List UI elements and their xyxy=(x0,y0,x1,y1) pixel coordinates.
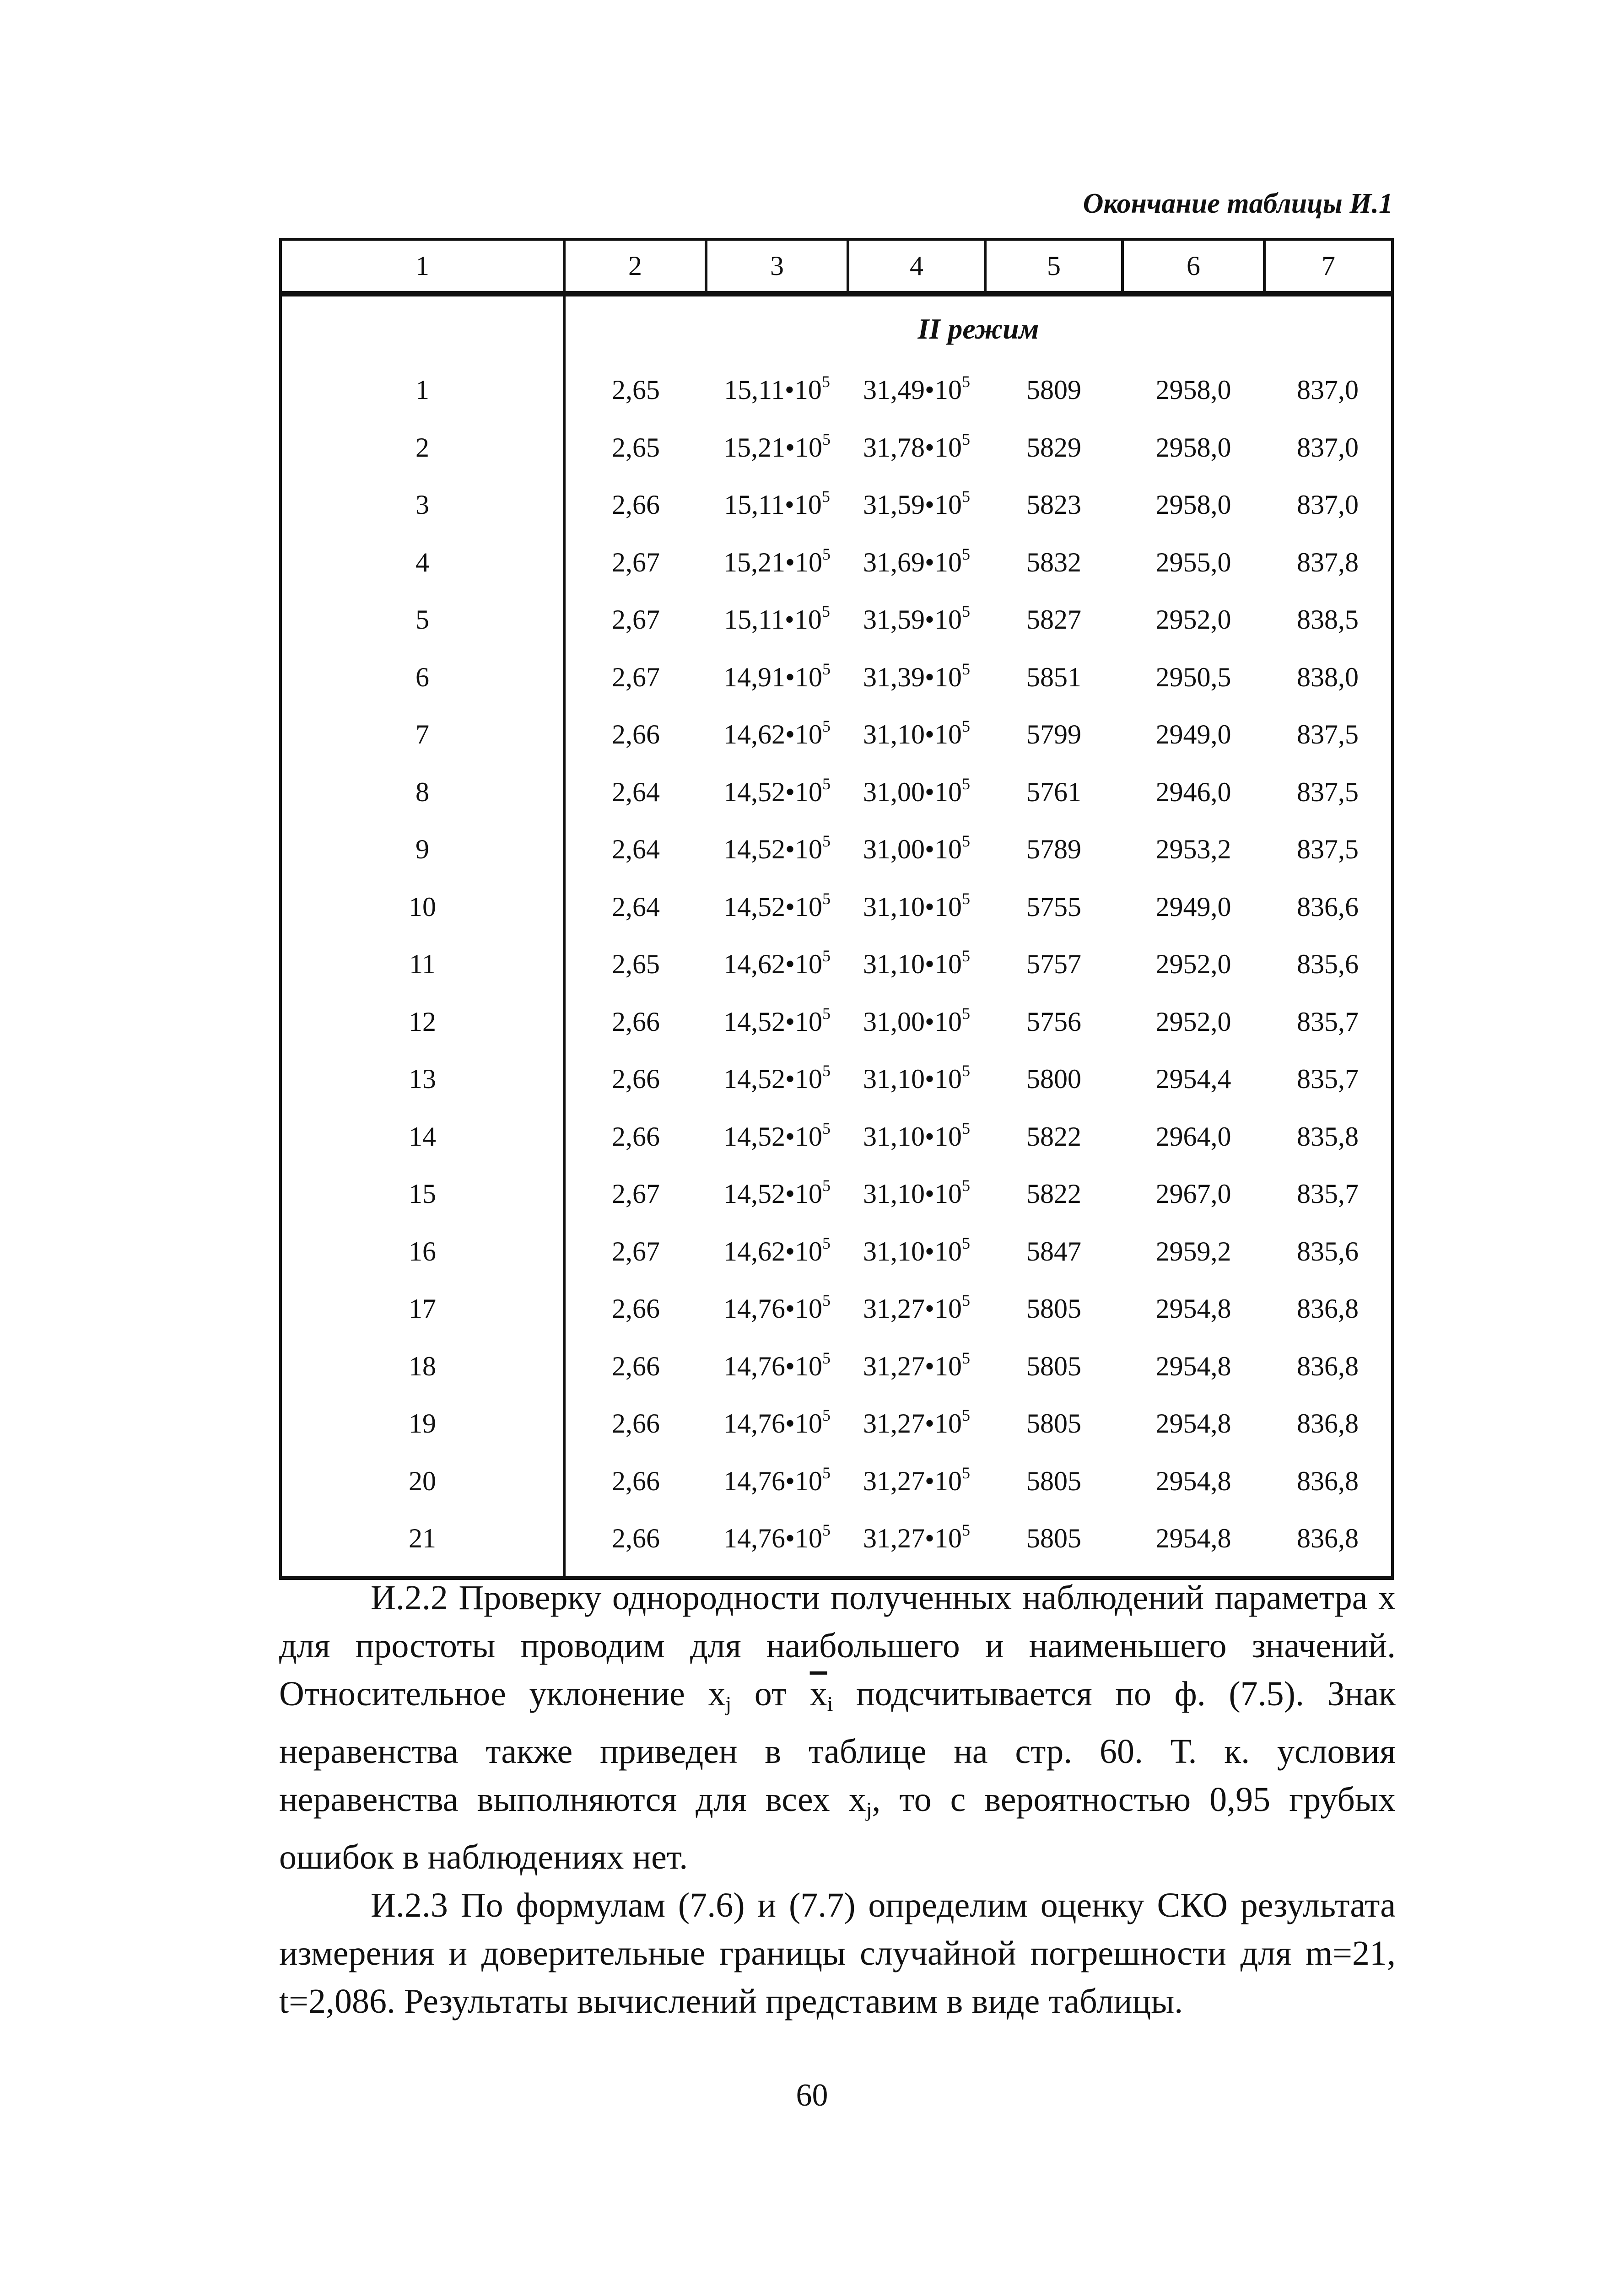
table-cell: $14,62•10^5$ xyxy=(723,947,831,980)
table-cell: 14 xyxy=(281,1108,564,1166)
table-cell: $15,11•10^5$ xyxy=(724,602,830,635)
table-cell: $31,78•10^5$ xyxy=(863,430,970,463)
variable-x-j: $x_j$ xyxy=(848,1780,872,1821)
variable-x-i-mean: $\overline{x}_i$ xyxy=(809,1675,833,1715)
table-cell: 2,66 xyxy=(612,1121,660,1152)
table-cell: 2,65 xyxy=(612,375,660,405)
table-cell: 2967,0 xyxy=(1155,1179,1231,1209)
column-header: 2 xyxy=(564,239,706,294)
table-cell: 2949,0 xyxy=(1155,891,1231,922)
table-cell: 11 xyxy=(281,936,564,993)
table-cell: 5809 xyxy=(1026,375,1081,405)
table-cell: 5832 xyxy=(1026,547,1081,577)
table-cell: $31,27•10^5$ xyxy=(863,1463,970,1496)
table-row xyxy=(281,1051,1392,1108)
table-cell: 5851 xyxy=(1026,662,1081,692)
table-row xyxy=(281,649,1392,706)
table-cell: 2,67 xyxy=(612,547,660,577)
table-cell: $31,27•10^5$ xyxy=(863,1406,970,1439)
column-header: 5 xyxy=(985,239,1122,294)
table-cell: 2,66 xyxy=(564,1510,706,1578)
table-cell: 2,65 xyxy=(612,949,660,980)
variable-x-j: $x_j$ xyxy=(708,1675,732,1715)
table-cell: 2952,0 xyxy=(1155,949,1231,980)
table-cell: 835,7 xyxy=(1264,1051,1392,1108)
table-cell: $31,27•10^5$ xyxy=(863,1348,970,1381)
table-cell: 838,0 xyxy=(1264,649,1392,706)
table-cell: $15,11•10^5$ xyxy=(724,487,830,520)
table-cell: 1 xyxy=(281,361,564,419)
table-cell: 5755 xyxy=(1026,891,1081,922)
table-cell: 2958,0 xyxy=(1155,432,1231,463)
table-cell: 2,64 xyxy=(612,834,660,865)
table-cell: 835,7 xyxy=(1264,1165,1392,1223)
table-cell: 2959,2 xyxy=(1155,1236,1231,1266)
table-cell: $14,52•10^5$ xyxy=(723,889,831,922)
table-cell: 5757 xyxy=(1026,949,1081,980)
table-cell: 2946,0 xyxy=(1155,776,1231,807)
table-cell: $31,27•10^5$ xyxy=(848,1510,985,1578)
table-cell: 13 xyxy=(281,1051,564,1108)
table-cell: 2954,8 xyxy=(1155,1293,1231,1324)
table-cell: 5805 xyxy=(1026,1466,1081,1496)
table-cell: 5805 xyxy=(1026,1408,1081,1439)
table-row xyxy=(281,476,1392,534)
table-cell: 10 xyxy=(281,878,564,936)
table-cell: $31,00•10^5$ xyxy=(863,774,970,807)
table-row xyxy=(281,361,1392,419)
column-header: 1 xyxy=(281,239,564,294)
table-cell: $31,10•10^5$ xyxy=(863,1176,970,1209)
table-cell: 835,6 xyxy=(1264,936,1392,993)
table-cell: $31,69•10^5$ xyxy=(863,544,970,577)
table-cell: $14,62•10^5$ xyxy=(723,717,831,750)
table-cell: 2,66 xyxy=(612,1293,660,1324)
table-cell: $14,62•10^5$ xyxy=(723,1234,831,1266)
table-cell: 15 xyxy=(281,1165,564,1223)
table-cell: 5805 xyxy=(1026,1293,1081,1324)
table-cell: 16 xyxy=(281,1223,564,1281)
table-cell: $14,76•10^5$ xyxy=(723,1348,831,1381)
table-row xyxy=(281,591,1392,649)
table-cell: 2954,8 xyxy=(1155,1466,1231,1496)
table-cell: 2,66 xyxy=(612,1408,660,1439)
table-cell: 12 xyxy=(281,993,564,1051)
table-cell: 2,67 xyxy=(612,1236,660,1266)
table-row xyxy=(281,878,1392,936)
table-cell: 837,8 xyxy=(1264,534,1392,592)
table-cell: 5 xyxy=(281,591,564,649)
table-row xyxy=(281,764,1392,821)
table-cell: 21 xyxy=(281,1510,564,1578)
table-cell: $31,10•10^5$ xyxy=(863,889,970,922)
table-cell: $14,52•10^5$ xyxy=(723,1176,831,1209)
column-header: 4 xyxy=(848,239,985,294)
table-cell: 837,0 xyxy=(1264,361,1392,419)
table-cell: 2958,0 xyxy=(1155,490,1231,520)
table-cell: 835,8 xyxy=(1264,1108,1392,1166)
table-cell: 7 xyxy=(281,706,564,764)
table-cell: $31,49•10^5$ xyxy=(863,372,970,405)
table-cell: 2958,0 xyxy=(1155,375,1231,405)
table-cell: $31,27•10^5$ xyxy=(863,1291,970,1324)
table-cell: 9 xyxy=(281,821,564,878)
table-cell: 2,66 xyxy=(612,490,660,520)
table-cell: 837,5 xyxy=(1264,706,1392,764)
table-cell: 5822 xyxy=(1026,1179,1081,1209)
table-cell: 2,67 xyxy=(612,662,660,692)
table-cell: 836,8 xyxy=(1264,1510,1392,1578)
paragraph-2: И.2.3 По формулам (7.6) и (7.7) определим оценку СКО результата измерения и доверительные границы случайной погрешности для m=21, t=2,086. Результаты вычислений представим в виде таблицы. xyxy=(279,1886,1396,2021)
table-cell: 838,5 xyxy=(1264,591,1392,649)
table-cell: $31,10•10^5$ xyxy=(863,717,970,750)
table-cell: 2950,5 xyxy=(1155,662,1231,692)
table-row xyxy=(281,1395,1392,1453)
column-header: 7 xyxy=(1264,239,1392,294)
table-cell: 837,0 xyxy=(1264,476,1392,534)
table-cell: 837,0 xyxy=(1264,419,1392,477)
table-row xyxy=(281,993,1392,1051)
table-cell: 2,66 xyxy=(612,1351,660,1381)
table-cell: 2,66 xyxy=(612,719,660,750)
table-cell: 5827 xyxy=(1026,604,1081,635)
table-row xyxy=(281,1338,1392,1396)
table-cell: 836,8 xyxy=(1264,1338,1392,1396)
table-cell: 2955,0 xyxy=(1155,547,1231,577)
table-cell: $14,76•10^5$ xyxy=(723,1291,831,1324)
table-cell: 3 xyxy=(281,476,564,534)
table-cell: 2,66 xyxy=(612,1064,660,1094)
table-cell: 835,7 xyxy=(1264,993,1392,1051)
page-number: 60 xyxy=(796,2078,828,2113)
table-cell: 4 xyxy=(281,534,564,592)
table-cell: 5823 xyxy=(1026,490,1081,520)
table-cell: 836,6 xyxy=(1264,878,1392,936)
paragraph-1: И.2.2 Проверку однородности полученных наблюдений параметра x для простоты проводим для наибольшего и наименьшего значений. Относительное уклонение $x_j$ от $\overline{x}_i$ подсчитывается по ф. (7.5). Знак неравенства также приведен в таблице на стр. 60. Т. к. условия неравенства выполняются для всех $x_j$, то с вероятностью 0,95 грубых ошибок в наблюдениях нет. xyxy=(279,1579,1396,1876)
table-row xyxy=(281,419,1392,477)
table-cell: 837,5 xyxy=(1264,821,1392,878)
table-cell: 2,65 xyxy=(612,432,660,463)
table-row xyxy=(281,1280,1392,1338)
table-cell: $14,52•10^5$ xyxy=(723,1062,831,1094)
table-cell: 2954,8 xyxy=(1155,1351,1231,1381)
table-cell: 6 xyxy=(281,649,564,706)
mode-row xyxy=(281,294,1392,361)
table-row xyxy=(281,821,1392,878)
table-cell: 2,66 xyxy=(612,1466,660,1496)
table-cell: 2953,2 xyxy=(1155,834,1231,865)
table-row xyxy=(281,936,1392,993)
table-cell: 2,64 xyxy=(612,776,660,807)
table-cell: $14,91•10^5$ xyxy=(723,659,831,692)
table-cell: $31,10•10^5$ xyxy=(863,1119,970,1152)
table-cell: 2954,8 xyxy=(1155,1408,1231,1439)
table-cell: 2964,0 xyxy=(1155,1121,1231,1152)
table-cell: $14,52•10^5$ xyxy=(723,1119,831,1152)
table-cell: 18 xyxy=(281,1338,564,1396)
table-cell: $15,21•10^5$ xyxy=(723,430,831,463)
table-cell: $14,76•10^5$ xyxy=(723,1463,831,1496)
table-cell: 2952,0 xyxy=(1155,604,1231,635)
table-cell: $15,11•10^5$ xyxy=(724,372,830,405)
table-cell: 836,8 xyxy=(1264,1395,1392,1453)
table-cell: $14,76•10^5$ xyxy=(723,1406,831,1439)
table-cell: $31,59•10^5$ xyxy=(863,602,970,635)
mode-label: II режим xyxy=(564,294,1392,361)
table-cell: 2,66 xyxy=(612,1006,660,1037)
table-row xyxy=(281,1453,1392,1510)
table-cell: 835,6 xyxy=(1264,1223,1392,1281)
table-cell: 2,67 xyxy=(612,1179,660,1209)
table-cell: 836,8 xyxy=(1264,1453,1392,1510)
table-row xyxy=(281,534,1392,592)
table-cell: 5756 xyxy=(1026,1006,1081,1037)
data-table-container xyxy=(279,238,1391,1580)
table-cell: $31,59•10^5$ xyxy=(863,487,970,520)
table-cell: $15,21•10^5$ xyxy=(723,544,831,577)
table-cell: 5805 xyxy=(985,1510,1122,1578)
table-cell: $31,39•10^5$ xyxy=(863,659,970,692)
table-cell: 5800 xyxy=(1026,1064,1081,1094)
table-cell: 2952,0 xyxy=(1155,1006,1231,1037)
table-cell: $14,52•10^5$ xyxy=(723,1004,831,1037)
table-cell: 5822 xyxy=(1026,1121,1081,1152)
table-cell: $14,52•10^5$ xyxy=(723,832,831,865)
data-table xyxy=(279,238,1394,1580)
table-cell: 836,8 xyxy=(1264,1280,1392,1338)
table-cell: $31,10•10^5$ xyxy=(863,1234,970,1266)
table-caption: Окончание таблицы И.1 xyxy=(1083,188,1393,219)
table-row xyxy=(281,1165,1392,1223)
table-cell: 19 xyxy=(281,1395,564,1453)
table-header-row xyxy=(281,239,1392,294)
table-cell: 17 xyxy=(281,1280,564,1338)
table-cell: 2949,0 xyxy=(1155,719,1231,750)
table-cell: 837,5 xyxy=(1264,764,1392,821)
table-cell: $14,52•10^5$ xyxy=(723,774,831,807)
table-cell: 2,64 xyxy=(612,891,660,922)
table-cell: $31,00•10^5$ xyxy=(863,832,970,865)
body-text xyxy=(279,1574,1396,2026)
table-cell: 5799 xyxy=(1026,719,1081,750)
table-cell: 5847 xyxy=(1026,1236,1081,1266)
table-cell: $31,10•10^5$ xyxy=(863,1062,970,1094)
table-cell: 5789 xyxy=(1026,834,1081,865)
table-cell: 2,67 xyxy=(612,604,660,635)
table-row xyxy=(281,706,1392,764)
column-header: 6 xyxy=(1122,239,1264,294)
table-cell: 2 xyxy=(281,419,564,477)
table-cell: 20 xyxy=(281,1453,564,1510)
table-cell: $14,76•10^5$ xyxy=(706,1510,848,1578)
table-cell: $31,10•10^5$ xyxy=(863,947,970,980)
table-row xyxy=(281,1108,1392,1166)
table-row xyxy=(281,1223,1392,1281)
table-cell: $31,00•10^5$ xyxy=(863,1004,970,1037)
table-cell: 2954,4 xyxy=(1155,1064,1231,1094)
table-cell: 5761 xyxy=(1026,776,1081,807)
table-row xyxy=(281,1510,1392,1578)
column-header: 3 xyxy=(706,239,848,294)
table-cell: 5829 xyxy=(1026,432,1081,463)
table-cell: 2954,8 xyxy=(1122,1510,1264,1578)
table-cell: 8 xyxy=(281,764,564,821)
table-cell: 5805 xyxy=(1026,1351,1081,1381)
